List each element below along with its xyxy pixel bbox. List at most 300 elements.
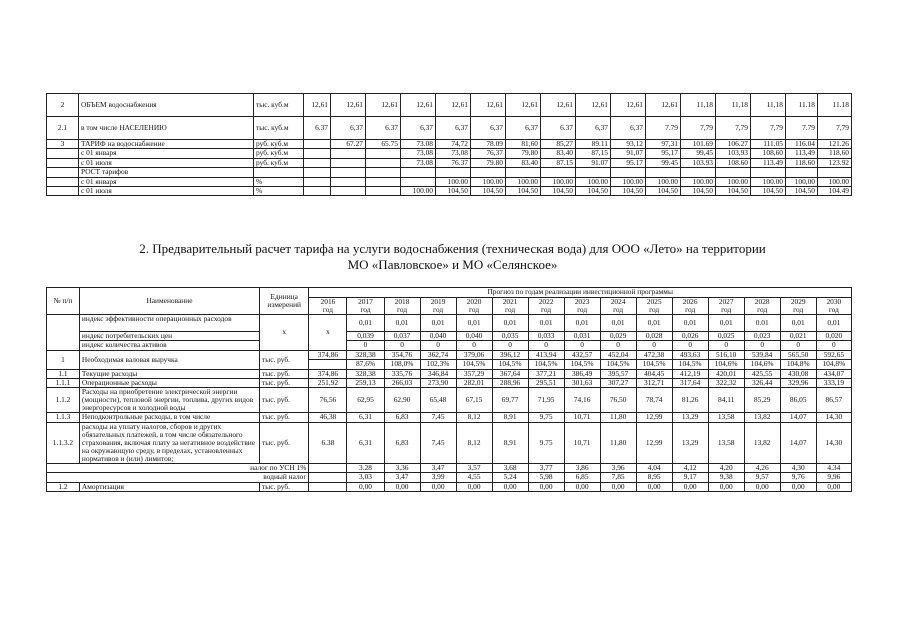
value-cell: 0,01 bbox=[347, 315, 384, 332]
row-name: с 01 июля bbox=[79, 187, 254, 196]
value-cell: 73,08 bbox=[401, 149, 436, 158]
value-cell: 12,61 bbox=[436, 94, 471, 117]
value-cell: 8,91 bbox=[492, 422, 528, 463]
value-cell: 0,00 bbox=[564, 482, 600, 491]
value-cell: 7.79 bbox=[786, 117, 818, 140]
row-name: с 01 января bbox=[79, 149, 254, 158]
value-cell: 395,57 bbox=[600, 369, 636, 378]
year-word: год bbox=[793, 305, 804, 314]
row-unit: тыс. руб. bbox=[260, 350, 309, 369]
calculation-table bbox=[46, 287, 852, 492]
table-row bbox=[47, 177, 852, 186]
value-cell: 104.49 bbox=[818, 187, 852, 196]
value-cell: 14,30 bbox=[816, 422, 851, 463]
row-name: с 01 января bbox=[79, 177, 254, 186]
value-cell: 7,45 bbox=[420, 422, 456, 463]
table-row bbox=[47, 94, 852, 117]
year-header bbox=[492, 298, 528, 315]
value-cell: 13,29 bbox=[672, 413, 708, 422]
value-cell: 12,61 bbox=[506, 94, 541, 117]
value-cell: 0,033 bbox=[528, 332, 564, 341]
col-unit-header: Единица измерений bbox=[260, 288, 309, 315]
value-cell: 12,61 bbox=[646, 94, 681, 117]
value-cell: 118,60 bbox=[818, 149, 852, 158]
value-cell: 8,12 bbox=[456, 413, 492, 422]
value-cell: 104,50 bbox=[471, 187, 506, 196]
value-cell: 11,18 bbox=[681, 94, 716, 117]
value-cell bbox=[304, 168, 331, 177]
growth-cell: 108,0% bbox=[384, 360, 420, 369]
year-word: год bbox=[541, 305, 552, 314]
value-cell: 12,61 bbox=[401, 94, 436, 117]
value-cell: 86,57 bbox=[816, 388, 851, 413]
year-word: год bbox=[721, 305, 732, 314]
value-cell: 329,96 bbox=[780, 379, 816, 388]
value-cell: 3,77 bbox=[528, 463, 564, 472]
value-cell: 14,30 bbox=[816, 413, 851, 422]
value-cell: 11.18 bbox=[818, 94, 852, 117]
value-cell: 335,76 bbox=[384, 369, 420, 378]
year-header bbox=[420, 298, 456, 315]
value-cell: 6,37 bbox=[506, 117, 541, 140]
value-cell: 73,08 bbox=[436, 149, 471, 158]
value-cell bbox=[331, 149, 366, 158]
value-cell: 76,37 bbox=[471, 149, 506, 158]
value-cell: 91,07 bbox=[611, 149, 646, 158]
value-cell: 13,82 bbox=[744, 422, 780, 463]
value-cell: 0,029 bbox=[600, 332, 636, 341]
row-unit bbox=[254, 168, 304, 177]
value-cell: 118.60 bbox=[786, 158, 818, 167]
section-heading-line1: 2. Предварительный расчет тарифа на услуги водоснабжения (техническая вода) для ООО «Лето» на территории bbox=[139, 241, 766, 256]
value-cell: 0,01 bbox=[636, 315, 672, 332]
header-row bbox=[47, 288, 852, 298]
section-heading bbox=[40, 241, 865, 273]
row-number bbox=[47, 187, 79, 196]
value-cell: 0,039 bbox=[347, 332, 384, 341]
value-cell: 374,86 bbox=[309, 369, 347, 378]
value-cell: 430,08 bbox=[780, 369, 816, 378]
value-cell: 9,76 bbox=[780, 473, 816, 482]
value-cell: 0,01 bbox=[564, 315, 600, 332]
growth-cell: 104,5% bbox=[672, 360, 708, 369]
row-number: 2 bbox=[47, 94, 79, 117]
row-label: налог по УСН 1% bbox=[47, 463, 309, 472]
value-cell: 0,01 bbox=[456, 315, 492, 332]
value-cell: 3,36 bbox=[384, 463, 420, 472]
value-cell: 333,19 bbox=[816, 379, 851, 388]
value-cell: 0 bbox=[564, 341, 600, 350]
value-cell bbox=[309, 473, 347, 482]
value-cell bbox=[309, 482, 347, 491]
value-cell: 9,57 bbox=[744, 473, 780, 482]
value-cell: 0 bbox=[744, 341, 780, 350]
value-cell: 3,96 bbox=[600, 463, 636, 472]
value-cell: 396,12 bbox=[492, 350, 528, 359]
row-number: 3 bbox=[47, 140, 79, 149]
value-cell: 0,00 bbox=[456, 482, 492, 491]
value-cell: 0,01 bbox=[600, 315, 636, 332]
value-cell: 6,37 bbox=[331, 117, 366, 140]
row-name: Текущие расходы bbox=[79, 369, 259, 378]
value-cell bbox=[541, 168, 576, 177]
value-cell: 0 bbox=[780, 341, 816, 350]
value-cell: 91.07 bbox=[576, 158, 611, 167]
value-cell: 404,45 bbox=[636, 369, 672, 378]
value-cell: 12,61 bbox=[576, 94, 611, 117]
table-row bbox=[47, 140, 852, 149]
value-cell: 74,72 bbox=[436, 140, 471, 149]
year-header bbox=[708, 298, 744, 315]
value-cell: 79.80 bbox=[471, 158, 506, 167]
value-cell: 0 bbox=[636, 341, 672, 350]
value-cell: 95,17 bbox=[646, 149, 681, 158]
value-cell: 0,00 bbox=[492, 482, 528, 491]
value-cell: 5,24 bbox=[492, 473, 528, 482]
value-cell: 13,58 bbox=[708, 422, 744, 463]
value-cell: 14,07 bbox=[780, 413, 816, 422]
value-cell: 0 bbox=[672, 341, 708, 350]
row-name: ОБЪЕМ водоснабжения bbox=[79, 94, 254, 117]
value-cell: 0 bbox=[384, 341, 420, 350]
value-cell: 11,80 bbox=[600, 422, 636, 463]
value-cell: 0,020 bbox=[816, 332, 851, 341]
year-label: 2028 bbox=[754, 297, 770, 306]
row-unit: тыс. куб.м bbox=[254, 94, 304, 117]
value-cell: 65,48 bbox=[420, 388, 456, 413]
year-word: год bbox=[613, 305, 624, 314]
value-cell: 0,00 bbox=[384, 482, 420, 491]
row-unit: тыс. руб. bbox=[260, 422, 309, 463]
value-cell bbox=[366, 168, 401, 177]
year-header bbox=[347, 298, 384, 315]
value-cell: 99,45 bbox=[681, 149, 716, 158]
table-row bbox=[47, 388, 852, 413]
value-cell: 4,20 bbox=[708, 463, 744, 472]
value-cell: 6,37 bbox=[471, 117, 506, 140]
nvv-row bbox=[47, 350, 852, 359]
value-cell: 0 bbox=[347, 341, 384, 350]
value-cell: 4,26 bbox=[744, 463, 780, 472]
value-cell: 103.93 bbox=[681, 158, 716, 167]
value-cell: 100,00 bbox=[786, 177, 818, 186]
value-cell: 0,01 bbox=[384, 315, 420, 332]
value-cell: 7,85 bbox=[600, 473, 636, 482]
value-cell: 12,99 bbox=[636, 413, 672, 422]
value-cell: 452,04 bbox=[600, 350, 636, 359]
value-cell: 357,29 bbox=[456, 369, 492, 378]
row-unit: руб. куб.м bbox=[254, 158, 304, 167]
growth-cell: 104,5% bbox=[564, 360, 600, 369]
row-name: Неподконтрольные расходы, в том числе bbox=[79, 413, 259, 422]
value-cell: 301,63 bbox=[564, 379, 600, 388]
value-cell: 100.00 bbox=[681, 177, 716, 186]
value-cell: 6,37 bbox=[611, 117, 646, 140]
value-cell bbox=[506, 168, 541, 177]
value-cell: 86,05 bbox=[780, 388, 816, 413]
value-cell: 81,26 bbox=[672, 388, 708, 413]
value-cell: 83,40 bbox=[541, 149, 576, 158]
value-cell: 6.37 bbox=[541, 117, 576, 140]
value-cell: 377,21 bbox=[528, 369, 564, 378]
value-cell: 420,01 bbox=[708, 369, 744, 378]
value-cell: 295,51 bbox=[528, 379, 564, 388]
value-cell: 78,74 bbox=[636, 388, 672, 413]
value-cell: 259,13 bbox=[347, 379, 384, 388]
value-cell: 104,50 bbox=[611, 187, 646, 196]
amortization-row bbox=[47, 482, 852, 491]
value-cell: 104,50 bbox=[786, 187, 818, 196]
value-cell: 0,00 bbox=[744, 482, 780, 491]
table-row bbox=[47, 413, 852, 422]
value-cell: 4,30 bbox=[780, 463, 816, 472]
value-cell: 7,45 bbox=[420, 413, 456, 422]
value-cell: 12,61 bbox=[331, 94, 366, 117]
row-number bbox=[47, 315, 80, 351]
row-number: 1.1 bbox=[47, 369, 80, 378]
value-cell: 46,38 bbox=[309, 413, 347, 422]
value-cell bbox=[751, 168, 786, 177]
value-cell: 71,95 bbox=[528, 388, 564, 413]
value-cell: 328,38 bbox=[347, 369, 384, 378]
value-cell bbox=[401, 177, 436, 186]
value-cell: 12,61 bbox=[541, 94, 576, 117]
value-cell: 0,026 bbox=[672, 332, 708, 341]
year-word: год bbox=[685, 305, 696, 314]
value-cell: 104,50 bbox=[576, 187, 611, 196]
value-cell: 0 bbox=[708, 341, 744, 350]
value-cell bbox=[366, 149, 401, 158]
value-cell bbox=[401, 168, 436, 177]
row-name: Расходы на приобретение электрической энергии (мощности), тепловой энергии, топлива, других видов энергоресурсов и холодной воды bbox=[79, 388, 259, 413]
value-cell: 81,60 bbox=[506, 140, 541, 149]
value-cell: 3.28 bbox=[347, 463, 384, 472]
row-number: 1.1.3.2 bbox=[47, 422, 80, 463]
value-cell: 6.38 bbox=[309, 422, 347, 463]
row-name: с 01 июля bbox=[79, 158, 254, 167]
value-cell: 100.00 bbox=[716, 177, 751, 186]
value-cell: 273,90 bbox=[420, 379, 456, 388]
value-cell: 0,035 bbox=[492, 332, 528, 341]
value-cell: 0,031 bbox=[564, 332, 600, 341]
value-cell: 100.00 bbox=[646, 177, 681, 186]
value-cell bbox=[818, 168, 852, 177]
value-cell: 413,94 bbox=[528, 350, 564, 359]
year-word: год bbox=[322, 305, 333, 314]
value-cell: 74,16 bbox=[564, 388, 600, 413]
growth-cell: 104,6% bbox=[744, 360, 780, 369]
year-word: год bbox=[757, 305, 768, 314]
row-number: 1.1.2 bbox=[47, 388, 80, 413]
value-cell: 4,55 bbox=[456, 473, 492, 482]
value-cell: 100.00 bbox=[506, 177, 541, 186]
value-cell: 3,47 bbox=[384, 473, 420, 482]
index-name: индекс потребительских цен bbox=[79, 332, 259, 341]
row-name: Амортизация bbox=[79, 482, 259, 491]
value-cell: 0.01 bbox=[744, 315, 780, 332]
value-cell: 0 bbox=[528, 341, 564, 350]
value-cell: 434,07 bbox=[816, 369, 851, 378]
value-cell: 0 bbox=[420, 341, 456, 350]
row-unit: тыс. куб.м bbox=[254, 117, 304, 140]
value-cell: 87,15 bbox=[576, 149, 611, 158]
year-header bbox=[528, 298, 564, 315]
value-cell: 78.09 bbox=[471, 140, 506, 149]
value-cell: 386,49 bbox=[564, 369, 600, 378]
value-cell bbox=[366, 177, 401, 186]
value-cell: 116.04 bbox=[786, 140, 818, 149]
value-cell bbox=[331, 168, 366, 177]
value-cell: 100.00 bbox=[611, 177, 646, 186]
value-cell: 9.75 bbox=[528, 422, 564, 463]
value-cell: 11.18 bbox=[786, 94, 818, 117]
value-cell bbox=[366, 187, 401, 196]
value-cell: 12,99 bbox=[636, 422, 672, 463]
value-cell: 93,12 bbox=[611, 140, 646, 149]
value-cell: 0,01 bbox=[708, 315, 744, 332]
year-word: год bbox=[360, 305, 371, 314]
value-cell: 62,95 bbox=[347, 388, 384, 413]
growth-cell: 104,6% bbox=[708, 360, 744, 369]
growth-cell: 104,8% bbox=[816, 360, 851, 369]
value-cell: 317,64 bbox=[672, 379, 708, 388]
value-cell bbox=[304, 177, 331, 186]
value-cell: 425,55 bbox=[744, 369, 780, 378]
table-row bbox=[47, 117, 852, 140]
year-word: год bbox=[505, 305, 516, 314]
value-cell: 0,040 bbox=[420, 332, 456, 341]
value-cell: 108.60 bbox=[716, 158, 751, 167]
year-label: 2025 bbox=[646, 297, 662, 306]
table-row bbox=[47, 422, 852, 463]
year-header bbox=[744, 298, 780, 315]
value-cell bbox=[611, 168, 646, 177]
year-header bbox=[780, 298, 816, 315]
value-cell: 6,31 bbox=[347, 413, 384, 422]
row-number: 2.1 bbox=[47, 117, 79, 140]
value-cell bbox=[366, 158, 401, 167]
value-cell: 328,38 bbox=[347, 350, 384, 359]
value-cell: 0,00 bbox=[528, 482, 564, 491]
value-cell: 104,50 bbox=[751, 187, 786, 196]
value-cell: 592,65 bbox=[816, 350, 851, 359]
row-unit: % bbox=[254, 187, 304, 196]
value-cell: 113.49 bbox=[751, 158, 786, 167]
value-cell: 100.00 bbox=[541, 177, 576, 186]
value-cell: 111.05 bbox=[751, 140, 786, 149]
row-number bbox=[47, 158, 79, 167]
value-cell: 0.01 bbox=[528, 315, 564, 332]
year-label: 2030 bbox=[826, 297, 842, 306]
row-name: РОСТ тарифов bbox=[79, 168, 254, 177]
row-number bbox=[47, 177, 79, 186]
year-label: 2018 bbox=[394, 297, 410, 306]
value-cell bbox=[681, 168, 716, 177]
value-cell: 0,00 bbox=[600, 482, 636, 491]
value-cell: 0,01 bbox=[672, 315, 708, 332]
table-row bbox=[47, 168, 852, 177]
value-cell: 13,58 bbox=[708, 413, 744, 422]
value-cell: 0,00 bbox=[636, 482, 672, 491]
year-header bbox=[816, 298, 851, 315]
value-cell: 7,79 bbox=[681, 117, 716, 140]
value-cell: 12,61 bbox=[471, 94, 506, 117]
growth-cell: 104,5% bbox=[456, 360, 492, 369]
growth-cell: 87,6% bbox=[347, 360, 384, 369]
year-header bbox=[309, 298, 347, 315]
value-cell: 73.08 bbox=[401, 158, 436, 167]
value-cell: 0 bbox=[456, 341, 492, 350]
value-cell: 7.79 bbox=[646, 117, 681, 140]
table-row bbox=[47, 379, 852, 388]
value-cell: 493,63 bbox=[672, 350, 708, 359]
value-cell: 516,10 bbox=[708, 350, 744, 359]
value-cell: 12,61 bbox=[611, 94, 646, 117]
growth-cell: 104,5% bbox=[492, 360, 528, 369]
value-cell bbox=[304, 140, 331, 149]
col-num-header: № п/п bbox=[47, 288, 80, 315]
index-row bbox=[47, 332, 852, 341]
value-cell: 104,50 bbox=[436, 187, 471, 196]
value-cell: 0 bbox=[600, 341, 636, 350]
year-header bbox=[600, 298, 636, 315]
value-cell: 100.00 bbox=[751, 177, 786, 186]
value-cell: 89.11 bbox=[576, 140, 611, 149]
value-cell: 100.00 bbox=[436, 177, 471, 186]
value-cell: 83.40 bbox=[506, 158, 541, 167]
value-cell bbox=[331, 177, 366, 186]
row-number: 1.1.1 bbox=[47, 379, 80, 388]
value-cell: 4,12 bbox=[672, 463, 708, 472]
value-cell: 8,12 bbox=[456, 422, 492, 463]
value-cell: 6.37 bbox=[366, 117, 401, 140]
value-cell bbox=[786, 168, 818, 177]
value-cell: 67,15 bbox=[456, 388, 492, 413]
year-word: год bbox=[396, 305, 408, 314]
table-row bbox=[47, 158, 852, 167]
value-cell: 123.92 bbox=[818, 158, 852, 167]
row-unit: тыс. руб. bbox=[260, 388, 309, 413]
value-cell: 312,71 bbox=[636, 379, 672, 388]
value-cell bbox=[331, 158, 366, 167]
year-header bbox=[672, 298, 708, 315]
year-label: 2026 bbox=[682, 297, 698, 306]
value-cell: 374,86 bbox=[309, 350, 347, 359]
value-cell: 76.37 bbox=[436, 158, 471, 167]
value-cell: 3,47 bbox=[420, 463, 456, 472]
value-cell: 0,040 bbox=[456, 332, 492, 341]
col-name-header: Наименование bbox=[79, 288, 259, 315]
value-cell: 11,80 bbox=[600, 413, 636, 422]
value-cell: 0,00 bbox=[780, 482, 816, 491]
value-cell: 6,31 bbox=[347, 422, 384, 463]
value-cell: 11,18 bbox=[716, 94, 751, 117]
year-word: год bbox=[649, 305, 660, 314]
row-unit: тыс. руб. bbox=[260, 379, 309, 388]
value-cell: 0,021 bbox=[780, 332, 816, 341]
value-cell: 12,61 bbox=[304, 94, 331, 117]
growth-cell bbox=[309, 360, 347, 369]
value-cell: 9,38 bbox=[708, 473, 744, 482]
value-cell: 0 bbox=[816, 341, 851, 350]
year-label: 2024 bbox=[610, 297, 626, 306]
value-cell: 4,04 bbox=[636, 463, 672, 472]
year-label: 2020 bbox=[466, 297, 482, 306]
value-cell: 104,50 bbox=[681, 187, 716, 196]
row-unit: тыс. руб. bbox=[260, 413, 309, 422]
value-cell: 282,01 bbox=[456, 379, 492, 388]
row-number: 1.2 bbox=[47, 482, 80, 491]
